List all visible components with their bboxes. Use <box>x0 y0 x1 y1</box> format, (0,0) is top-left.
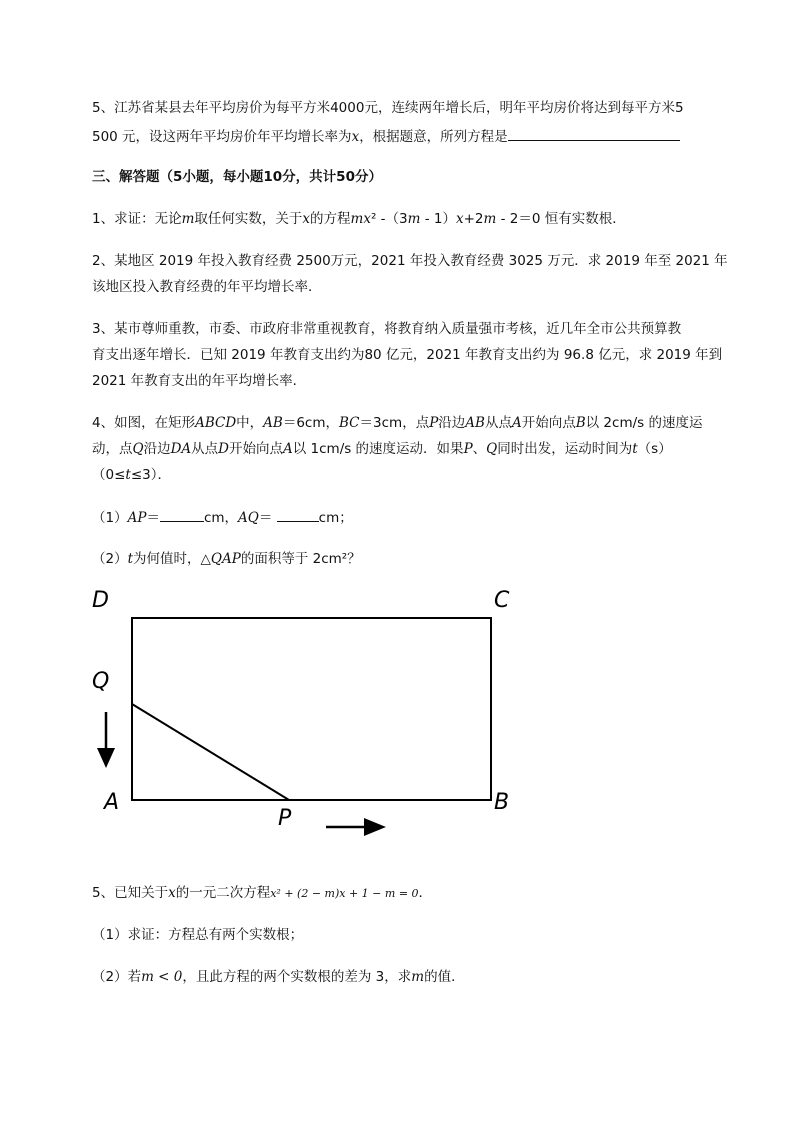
var-ab: AB <box>465 415 485 431</box>
q5-text: 的一元二次方程 <box>175 885 271 901</box>
q1-eq-text: +2 <box>463 211 484 227</box>
q5-sub-text: （2）若 <box>92 969 142 985</box>
var-b: B <box>575 415 586 431</box>
var-m: m <box>181 211 195 227</box>
var-t: t <box>632 441 638 457</box>
var-aq: AQ <box>238 510 259 526</box>
label-q: Q <box>92 669 110 694</box>
q5-condition: m < 0 <box>141 969 183 985</box>
label-p: P <box>278 806 292 831</box>
q4-text: 、 <box>472 441 487 457</box>
var-mx: mx <box>350 211 371 227</box>
q3-text: 育支出逐年增长．已知 2019 年教育支出约为80 亿元，2021 年教育支出约为 96.8 亿元，求 2019 年到 <box>92 347 723 363</box>
var-d: D <box>218 441 229 457</box>
q5-text: ． <box>418 885 433 901</box>
section-title: 三、解答题（5小题，每小题10分，共计50分） <box>92 169 382 185</box>
var-m: m <box>483 211 497 227</box>
q4-text: 动，点 <box>92 441 133 457</box>
var-a: A <box>282 441 293 457</box>
q4-text: ＝6cm， <box>282 415 340 431</box>
q1-eq-text: - 1） <box>420 211 456 227</box>
var-p: P <box>429 415 439 431</box>
q1-text: 的方程 <box>310 211 351 227</box>
label-d: D <box>92 588 109 613</box>
q4-text: 以 2cm/s 的速度运 <box>585 415 703 431</box>
var-abcd: ABCD <box>195 415 237 431</box>
var-x: x <box>302 211 311 227</box>
var-bc: BC <box>339 415 360 431</box>
q4-text: 中， <box>236 415 264 431</box>
q4-sub-text: 的面积等于 2cm²？ <box>240 551 361 567</box>
question-5-sub2 <box>92 967 465 987</box>
arrow-right-icon <box>326 818 386 836</box>
var-p: P <box>463 441 473 457</box>
q3-text: 2021 年教育支出的年平均增长率． <box>92 373 307 389</box>
q1-eq-text: - 2＝0 恒有实数根． <box>496 211 626 227</box>
q4-text: 沿边 <box>143 441 171 457</box>
rectangle-abcd <box>132 618 491 800</box>
q1-text: 取任何实数，关于 <box>194 211 303 227</box>
q4-sub-text: ＝ <box>146 510 160 526</box>
var-a: A <box>511 415 522 431</box>
question-5-sub1 <box>92 925 303 945</box>
q4-text: ＝3cm，点 <box>359 415 430 431</box>
var-x: x <box>455 211 464 227</box>
q4-text: 4、如图，在矩形 <box>92 415 196 431</box>
q5-sub-text: ，且此方程的两个实数根的差为 3，求 <box>182 969 412 985</box>
fill-q5-text: 5、江苏省某县去年平均房价为每平方米4000元，连续两年增长后，明年平均房价将达到每平方米5 <box>92 100 684 116</box>
fill-q5-text: ，根据题意，所列方程是 <box>359 129 508 145</box>
q4-sub-text: cm， <box>203 510 239 526</box>
var-ab: AB <box>263 415 283 431</box>
arrow-down-icon <box>97 712 115 768</box>
var-ap: AP <box>127 510 147 526</box>
fill-q5-text: 500 元，设这两年平均房价年平均增长率为 <box>92 129 352 145</box>
q3-text: 3、某市尊师重教，市委、市政府非常重视教育，将教育纳入质量强市考核，近几年全市公共预算教 <box>92 321 682 337</box>
q2-text: 该地区投入教育经费的年平均增长率． <box>92 279 322 295</box>
q4-text: 开始向点 <box>521 415 576 431</box>
var-x: x <box>351 129 360 145</box>
q1-text: 1、求证：无论 <box>92 211 182 227</box>
q4-text: 同时出发，运动时间为 <box>497 441 633 457</box>
q4-sub-text: ＝ <box>258 510 277 526</box>
var-m: m <box>411 969 425 985</box>
q4-sub-text: （1） <box>92 510 128 526</box>
q4-text: 从点 <box>191 441 219 457</box>
q4-text: （s） <box>637 441 672 457</box>
q2-text: 2、某地区 2019 年投入教育经费 2500万元，2021 年投入教育经费 3025 万元．求 2019 年至 2021 年 <box>92 253 728 269</box>
var-m: m <box>407 211 421 227</box>
q1-eq-text: ² -（3 <box>370 211 408 227</box>
var-qap: QAP <box>210 551 241 567</box>
q4-text: （0≤ <box>92 467 126 483</box>
q4-sub-text: （2） <box>92 551 128 567</box>
q4-text: 沿边 <box>438 415 466 431</box>
q5-sub-text: 的值． <box>424 969 465 985</box>
label-a: A <box>104 790 120 815</box>
q4-text: 从点 <box>484 415 512 431</box>
segment-qp <box>132 704 289 800</box>
q5-text: 5、已知关于 <box>92 885 169 901</box>
var-q: Q <box>132 441 144 457</box>
q4-text: 开始向点 <box>228 441 283 457</box>
q4-text: 以 1cm/s 的速度运动．如果 <box>292 441 464 457</box>
q5-sub-text: （1）求证：方程总有两个实数根； <box>92 927 304 943</box>
var-t: t <box>125 467 131 483</box>
var-q: Q <box>486 441 498 457</box>
q5-equation: x² + (2 − m)x + 1 − m = 0 <box>270 887 419 900</box>
q4-sub-text: 为何值时，△ <box>133 551 211 567</box>
label-b: B <box>494 790 510 815</box>
q4-text: ≤3）． <box>130 467 171 483</box>
question-5-line1 <box>92 883 432 904</box>
var-t: t <box>127 551 134 567</box>
label-c: C <box>494 588 510 613</box>
var-da: DA <box>170 441 192 457</box>
var-x: x <box>168 885 176 901</box>
q4-sub-text: cm； <box>318 510 353 526</box>
